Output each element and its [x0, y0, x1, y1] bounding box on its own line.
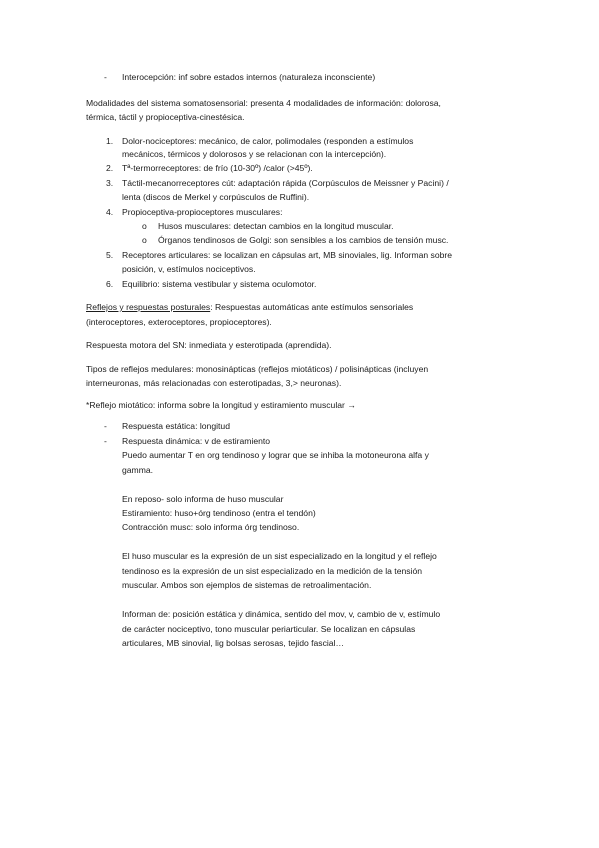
informan-paragraph-line: de carácter nociceptivo, tono muscular periarticular. Se localizan en cápsulas	[122, 624, 416, 634]
huso-paragraph-line: muscular. Ambos son ejemplos de sistemas de retroalimentación.	[122, 580, 372, 590]
bullet-marker: -	[104, 421, 107, 431]
list-item-text: Equilibrio: sistema vestibular y sistema oculomotor.	[122, 279, 317, 289]
sub-bullet-marker: o	[142, 235, 147, 245]
puede-line-1: Puedo aumentar T en org tendinoso y lograr que se inhiba la motoneurona alfa y	[122, 450, 429, 460]
list-item-text: Tª-termorreceptores: de frío (10-30º) /calor (>45º).	[122, 163, 313, 173]
modalidades-line-2: térmica, táctil y propioceptiva-cinestésica.	[86, 112, 245, 122]
tipos-line-1: Tipos de reflejos medulares: monosinápticas (reflejos miotáticos) / polisinápticas (incluyen	[86, 364, 429, 374]
sub-bullet-marker: o	[142, 221, 147, 231]
respuesta-dinamica-text: Respuesta dinámica: v de estiramiento	[122, 436, 271, 446]
informan-paragraph-line: Informan de: posición estática y dinámica, sentido del mov, v, cambio de v, estímulo	[122, 609, 441, 619]
reflejos-line-1	[86, 302, 413, 313]
list-item-text: lenta (discos de Merkel y corpúsculos de Ruffini).	[122, 192, 310, 202]
list-item-text: posición, v, estímulos nociceptivos.	[122, 264, 256, 274]
list-item-text: Dolor-nociceptores: mecánico, de calor, polimodales (responden a estímulos	[122, 136, 414, 146]
huso-paragraph-line: El huso muscular es la expresión de un sist especializado en la longitud y el reflejo	[122, 551, 437, 561]
bullet-marker: -	[104, 436, 107, 446]
huso-paragraph-line: tendinoso es la expresión de un sist especializado en la medición de la tensión	[122, 566, 423, 576]
interocepcion-text: Interocepción: inf sobre estados internos (naturaleza inconsciente)	[122, 72, 376, 82]
list-item-text: Propioceptiva-propioceptores musculares:	[122, 207, 283, 217]
sub-list-item-text: Husos musculares: detectan cambios en la longitud muscular.	[158, 221, 394, 231]
bullet-marker: -	[104, 72, 107, 82]
list-number: 2.	[106, 163, 114, 173]
modalidades-line-1: Modalidades del sistema somatosensorial: presenta 4 modalidades de información: dolorosa,	[86, 98, 441, 108]
list-number: 6.	[106, 279, 114, 289]
informan-paragraph-line: articulares, MB sinovial, lig bolsas serosas, tejido fascial…	[122, 638, 345, 648]
respuesta-estatica-text: Respuesta estática: longitud	[122, 421, 230, 431]
list-item-text: Táctil-mecanorreceptores cút: adaptación rápida (Corpúsculos de Meissner y Pacini) /	[122, 178, 449, 188]
puede-line-2: gamma.	[122, 465, 154, 475]
estado-reposo-text: En reposo- solo informa de huso muscular	[122, 494, 284, 504]
sub-list-item-text: Órganos tendinosos de Golgi: son sensibles a los cambios de tensión musc.	[158, 235, 449, 245]
list-number: 1.	[106, 136, 114, 146]
list-item-text: Receptores articulares: se localizan en cápsulas art, MB sinoviales, lig. Informan sobre	[122, 250, 453, 260]
tipos-line-2: interneuronas, más relacionadas con esterotipadas, 3,> neuronas).	[86, 378, 342, 388]
list-number: 3.	[106, 178, 114, 188]
estado-contraccion-text: Contracción musc: solo informa órg tendinoso.	[122, 522, 300, 532]
estado-estiramiento-text: Estiramiento: huso+órg tendinoso (entra el tendón)	[122, 508, 316, 518]
list-item-text: mecánicos, térmicos y dolorosos y se relacionan con la intercepción).	[122, 149, 387, 159]
list-number: 5.	[106, 250, 114, 260]
reflejos-description: : Respuestas automáticas ante estímulos sensoriales	[210, 302, 414, 312]
reflejo-miotatico-text: *Reflejo miotático: informa sobre la longitud y estiramiento muscular →	[86, 400, 356, 410]
reflejos-heading: Reflejos y respuestas posturales	[86, 302, 211, 312]
respuesta-motora-text: Respuesta motora del SN: inmediata y esterotipada (aprendida).	[86, 340, 332, 350]
reflejos-line-2: (interoceptores, exteroceptores, propioceptores).	[86, 317, 272, 327]
list-number: 4.	[106, 207, 114, 217]
